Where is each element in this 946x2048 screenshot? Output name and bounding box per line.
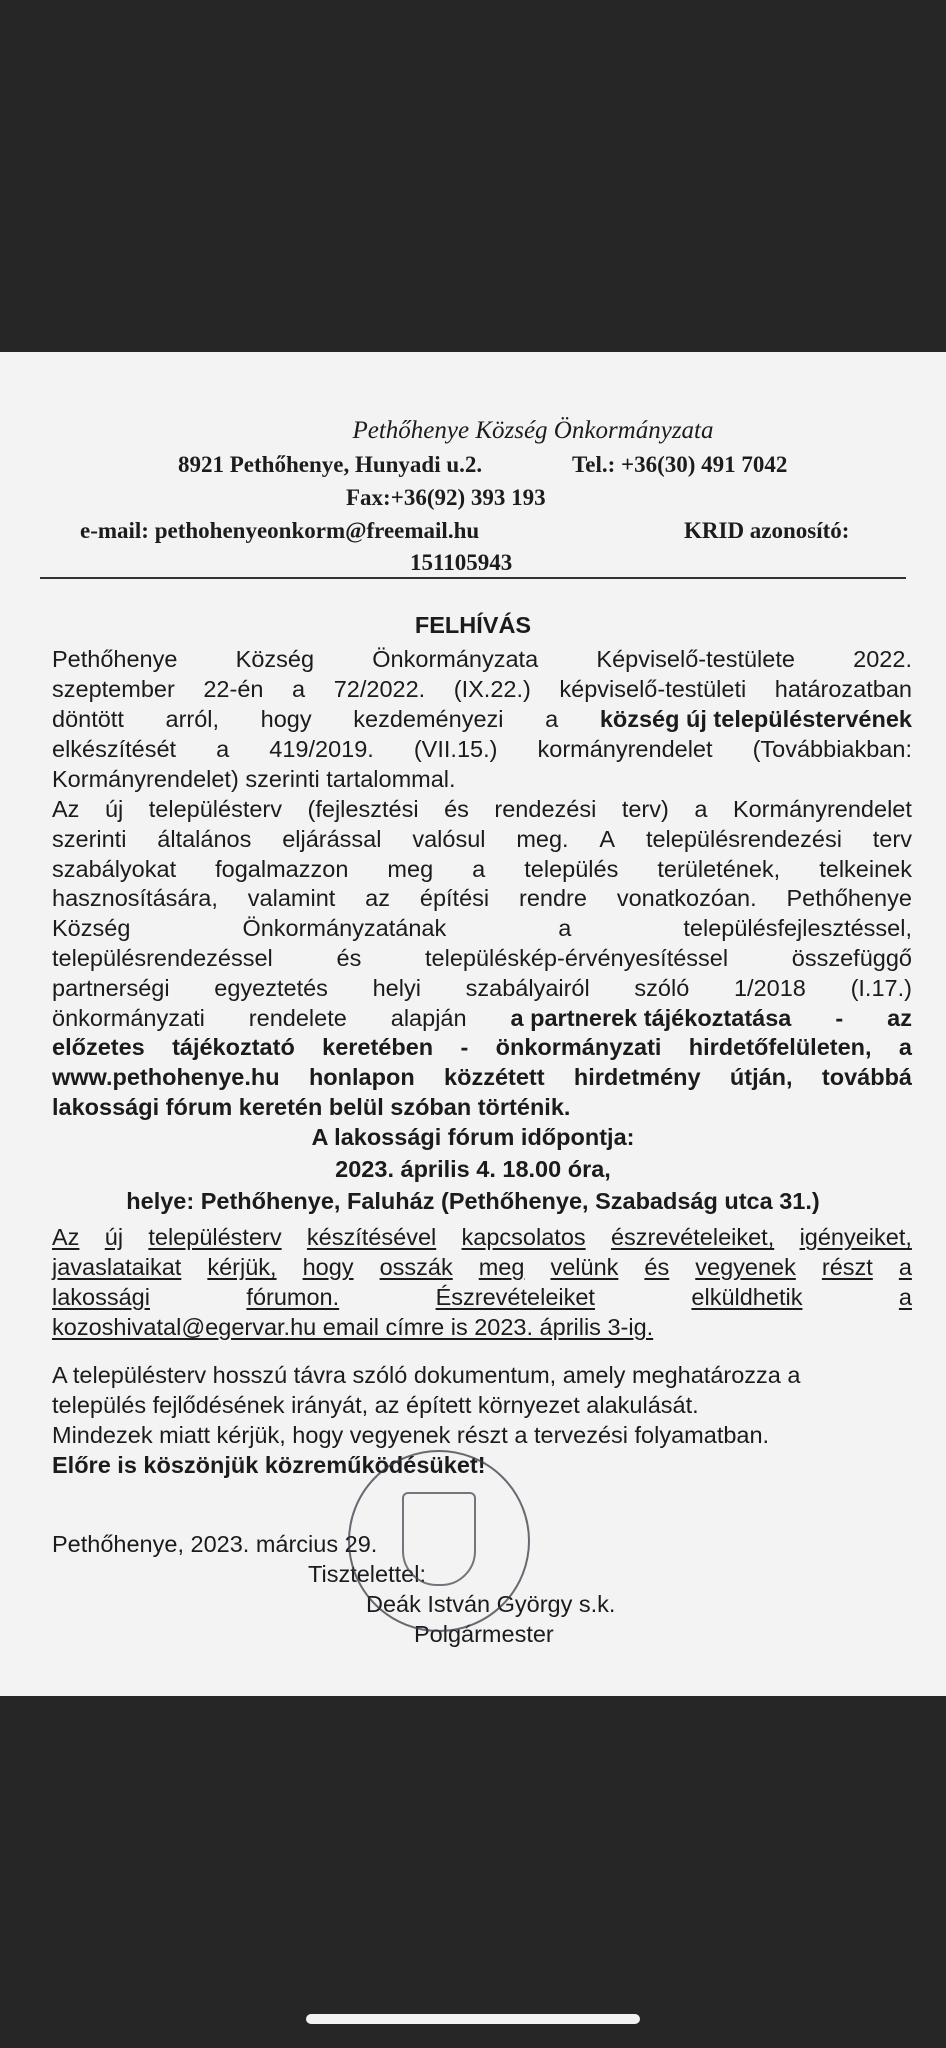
- word: településterv: [148, 1224, 282, 1250]
- word: útján,: [729, 1064, 793, 1091]
- word: és: [644, 1254, 670, 1280]
- word: (fejlesztési: [307, 796, 419, 822]
- word: (IX.22.): [453, 676, 531, 702]
- word: új: [104, 796, 124, 822]
- word: szóló: [634, 974, 690, 1001]
- word: honlapon: [308, 1064, 415, 1091]
- word: településrendezési: [645, 825, 842, 852]
- word: szeptember: [52, 676, 175, 702]
- word: Kormányrendelet: [732, 796, 912, 822]
- word: eljárással: [282, 825, 382, 852]
- word: vegyenek: [695, 1254, 796, 1280]
- word: a: [216, 736, 230, 762]
- greeting: Tisztelettel:: [308, 1561, 426, 1587]
- p2-line: [52, 824, 912, 854]
- word: lakossági: [52, 1284, 150, 1310]
- word: döntött: [52, 706, 124, 732]
- word: Önkormányzatának: [242, 915, 447, 942]
- word: és: [336, 945, 362, 971]
- word: alapján: [390, 1004, 467, 1031]
- word: az: [365, 885, 390, 912]
- p1-line: [52, 644, 912, 674]
- p3-line: [52, 1222, 912, 1252]
- word: továbbá: [821, 1064, 912, 1091]
- letterhead-email: e-mail: pethohenyeonkorm@freemail.hu: [80, 518, 480, 543]
- word: Község: [52, 915, 131, 942]
- word: -: [460, 1034, 469, 1061]
- home-indicator[interactable]: [306, 2014, 640, 2024]
- word: velünk: [550, 1254, 619, 1280]
- p1-line: [52, 734, 912, 764]
- word: határozatban: [774, 676, 912, 702]
- signer-name: Deák István György s.k.: [366, 1591, 616, 1617]
- closing-line-3: Mindezek miatt kérjük, hogy vegyenek részt a tervezési folyamatban.: [52, 1422, 770, 1448]
- word: (Továbbiakban:: [752, 736, 912, 762]
- word: a partnerek tájékoztatása: [510, 1004, 792, 1031]
- word: www.pethohenye.hu: [52, 1064, 280, 1091]
- word: 419/2019.: [269, 736, 374, 762]
- word: a: [694, 796, 708, 822]
- word: összefüggő: [791, 945, 912, 971]
- word: Község: [235, 646, 315, 672]
- word: önkormányzati: [495, 1034, 662, 1061]
- p1-line: [52, 764, 912, 794]
- word: település: [524, 855, 619, 882]
- word: keretében: [322, 1034, 434, 1061]
- word: 1/2018: [733, 974, 806, 1001]
- word: 72/2022.: [333, 676, 426, 702]
- letterhead-phone: Tel.: +36(30) 491 7042: [572, 452, 788, 477]
- word: A: [599, 825, 616, 852]
- word: a: [292, 676, 306, 702]
- word: településkép-érvényesítéssel: [425, 945, 729, 971]
- forum-place: helye: Pethőhenye, Faluház (Pethőhenye, Szabadság utca 31.): [126, 1188, 820, 1214]
- p3-line: [52, 1252, 912, 1282]
- p1-line: [52, 674, 912, 704]
- word: Önkormányzata: [372, 646, 539, 672]
- closing-line-2: település fejlődésének irányát, az épített környezet alakulását.: [52, 1392, 699, 1418]
- word: a: [558, 915, 572, 942]
- word: fogalmazzon: [215, 855, 349, 882]
- word: tájékoztató: [172, 1034, 295, 1061]
- letterhead-address: 8921 Pethőhenye, Hunyadi u.2.: [178, 452, 483, 477]
- notice-heading: FELHÍVÁS: [414, 612, 532, 638]
- word: új: [104, 1224, 124, 1250]
- word: -: [835, 1004, 844, 1031]
- word: (I.17.): [850, 974, 912, 1001]
- word: a: [898, 1254, 912, 1280]
- word: hirdetmény: [573, 1064, 701, 1091]
- word: 2022.: [853, 646, 912, 672]
- thanks-line: Előre is köszönjük közreműködésüket!: [52, 1452, 486, 1478]
- word: a: [898, 1284, 912, 1310]
- word: képviselő-testületi: [559, 676, 747, 702]
- word: a: [545, 706, 559, 732]
- forum-title: A lakossági fórum időpontja:: [311, 1124, 635, 1150]
- word: önkormányzati: [52, 1004, 205, 1031]
- word: Képviselő-testülete: [596, 646, 795, 672]
- word: hasznosítására,: [52, 885, 218, 912]
- word: terv: [872, 825, 912, 852]
- word: kormányrendelet: [537, 736, 713, 762]
- letterhead-fax: Fax:+36(92) 393 193: [346, 485, 546, 510]
- p2-line: [52, 854, 912, 884]
- official-stamp: [348, 1450, 530, 1632]
- word: kezdeményezi: [353, 706, 504, 732]
- word: kapcsolatos: [461, 1224, 586, 1250]
- word: településfejlesztéssel,: [683, 915, 912, 942]
- letterhead-krid-label: KRID azonosító:: [684, 518, 850, 543]
- coat-of-arms-icon: [402, 1492, 476, 1586]
- word: általános: [157, 825, 252, 852]
- word: a: [472, 855, 486, 882]
- word: kérjük,: [207, 1254, 277, 1280]
- word: szabályokat: [52, 855, 177, 882]
- place-date: Pethőhenye, 2023. március 29.: [52, 1531, 378, 1557]
- word: rendezési: [494, 796, 597, 822]
- word: arról,: [165, 706, 220, 732]
- word: hogy: [260, 706, 312, 732]
- word: előzetes: [52, 1034, 145, 1061]
- word: területének,: [657, 855, 781, 882]
- word: partnerségi: [52, 974, 170, 1001]
- word: kozoshivatal@egervar.hu email címre is 2023. április 3-ig.: [52, 1314, 654, 1340]
- word: lakossági fórum keretén belül szóban történik.: [52, 1094, 571, 1120]
- word: Az: [52, 1224, 80, 1250]
- word: az: [887, 1004, 912, 1031]
- p2-line: [52, 1062, 912, 1092]
- word: rendelete: [248, 1004, 347, 1031]
- word: hogy: [302, 1254, 354, 1280]
- p3-line: [52, 1282, 912, 1312]
- p2-line: [52, 1092, 912, 1122]
- word: fórumon.: [246, 1284, 340, 1310]
- p2-line: [52, 1003, 912, 1033]
- word: egyeztetés: [214, 974, 328, 1001]
- closing-line-1: A településterv hosszú távra szóló dokumentum, amely meghatározza a: [52, 1362, 801, 1388]
- p2-line: [52, 883, 912, 913]
- word: vonatkozóan.: [616, 885, 757, 912]
- p1-line: [52, 704, 912, 734]
- word: Kormányrendelet) szerinti tartalommal.: [52, 766, 456, 792]
- word: szabályairól: [465, 974, 590, 1001]
- word: részt: [821, 1254, 873, 1280]
- p2-line: [52, 943, 912, 973]
- word: településterv: [148, 796, 283, 822]
- word: terv): [621, 796, 669, 822]
- letterhead-title: Pethőhenye Község Önkormányzata: [352, 417, 714, 444]
- p2-line: [52, 1032, 912, 1062]
- word: Az: [52, 796, 80, 822]
- word: hirdetőfelületen,: [688, 1034, 872, 1061]
- word: valamint: [247, 885, 336, 912]
- p2-line: [52, 973, 912, 1003]
- signer-title: Polgármester: [414, 1621, 554, 1647]
- word: Észrevételeiket: [435, 1284, 595, 1310]
- word: szerinti: [52, 825, 127, 852]
- p2-line: [52, 913, 912, 943]
- word: valósul: [412, 825, 486, 852]
- word: elküldhetik: [691, 1284, 803, 1310]
- word: a: [898, 1034, 912, 1061]
- p2-line: [52, 794, 912, 824]
- word: meg: [387, 855, 434, 882]
- word: helyi: [372, 974, 421, 1001]
- word: közzétett: [444, 1064, 545, 1091]
- letterhead-divider: [40, 577, 906, 579]
- word: telkeinek: [819, 855, 912, 882]
- word: javaslataikat: [52, 1254, 182, 1280]
- document-page: [0, 352, 946, 1696]
- word: rendre: [519, 885, 587, 912]
- word: építési: [419, 885, 490, 912]
- forum-date: 2023. április 4. 18.00 óra,: [335, 1156, 611, 1182]
- word: község új településtervének: [599, 706, 912, 732]
- letterhead-krid-value: 151105943: [410, 550, 513, 575]
- word: osszák: [379, 1254, 453, 1280]
- p3-line: [52, 1312, 912, 1342]
- word: meg.: [516, 825, 569, 852]
- word: észrevételeiket,: [610, 1224, 775, 1250]
- word: Pethőhenye: [52, 646, 178, 672]
- word: (VII.15.): [413, 736, 498, 762]
- word: és: [444, 796, 469, 822]
- word: elkészítését: [52, 736, 177, 762]
- word: településrendezéssel: [52, 945, 273, 971]
- word: meg: [478, 1254, 525, 1280]
- word: készítésével: [306, 1224, 437, 1250]
- word: igényeiket,: [799, 1224, 912, 1250]
- word: Pethőhenye: [786, 885, 912, 912]
- word: 22-én: [203, 676, 264, 702]
